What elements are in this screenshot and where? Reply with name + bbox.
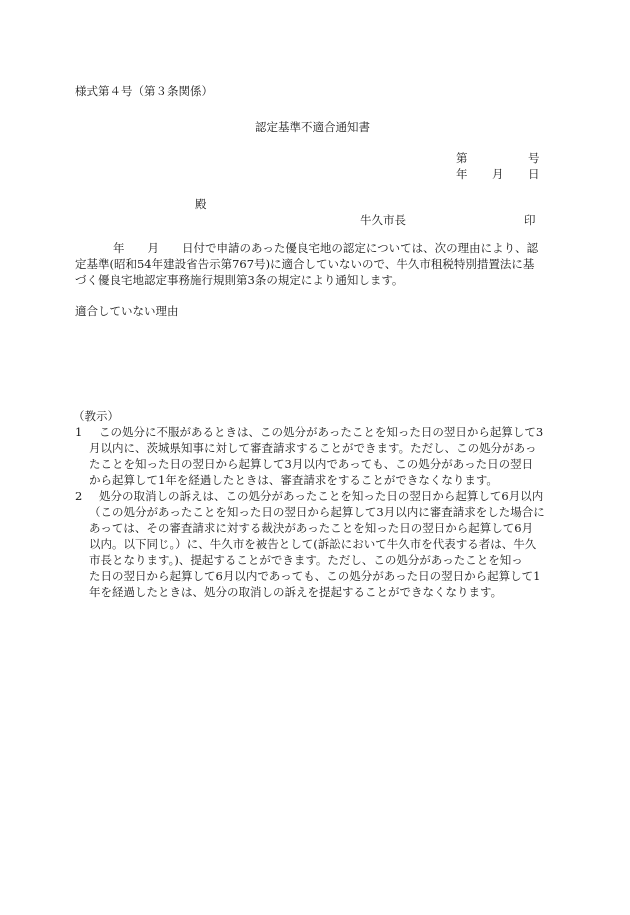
notice-line: （この処分があったことを知った日の翌日から起算して3月以内に審査請求をした場合に [89, 505, 545, 519]
notice-line: 月以内に、茨城県知事に対して審査請求することができます。ただし、この処分があっ [89, 441, 537, 455]
body-line: 年 月 日付で申請のあった優良宅地の認定については、次の理由により、認 [113, 241, 539, 255]
notice-item-1 [75, 424, 555, 488]
form-label: 様式第４号（第３条関係） [75, 84, 213, 98]
notice-line: 市長となります。)、提起することができます。ただし、この処分があったことを知っ [89, 553, 523, 567]
notice-line: あっては、その審査請求に対する裁決があったことを知った日の翌日から起算して6月 [89, 521, 534, 535]
doc-number-prefix: 第 [456, 151, 468, 165]
notice-line: 年を経過したときは、処分の取消しの訴えを提起することができなくなります。 [89, 585, 503, 599]
notice-line: この処分に不服があるときは、この処分があったことを知った日の翌日から起算して3 [99, 425, 544, 439]
notice-line: た日の翌日から起算して6月以内であっても、この処分があった日の翌日から起算して1 [89, 569, 541, 583]
recipient-honorific: 殿 [195, 197, 207, 211]
seal-mark: 印 [524, 213, 536, 227]
body-paragraph [75, 240, 555, 288]
notice-item-2 [75, 488, 555, 600]
reason-heading: 適合していない理由 [75, 304, 179, 318]
body-line: づく優良宅地認定事務施行規則第3条の規定により通知します。 [75, 273, 404, 287]
notice-line: たことを知った日の翌日から起算して3月以内であっても、この処分があった日の翌日 [89, 457, 534, 471]
sender-name: 牛久市長 [360, 213, 406, 227]
date-year: 年 [456, 167, 468, 181]
doc-number-suffix: 号 [528, 151, 540, 165]
date-month: 月 [492, 167, 504, 181]
notice-heading: （教示） [73, 409, 119, 423]
notice-number: 2 [75, 489, 83, 503]
notice-line: 処分の取消しの訴えは、この処分があったことを知った日の翌日から起算して6月以内 [99, 489, 544, 503]
notice-line: 以内。以下同じ。）に、牛久市を被告として(訴訟において牛久市を代表する者は、牛久 [89, 537, 537, 551]
date-day: 日 [528, 167, 540, 181]
body-line: 定基準(昭和54年建設省告示第767号)に適合していないので、牛久市租税特別措置法に基 [75, 257, 535, 271]
notice-number: 1 [75, 425, 83, 439]
page-title: 認定基準不適合通知書 [255, 120, 370, 134]
notice-line: から起算して1年を経過したときは、審査請求をすることができなくなります。 [89, 473, 498, 487]
